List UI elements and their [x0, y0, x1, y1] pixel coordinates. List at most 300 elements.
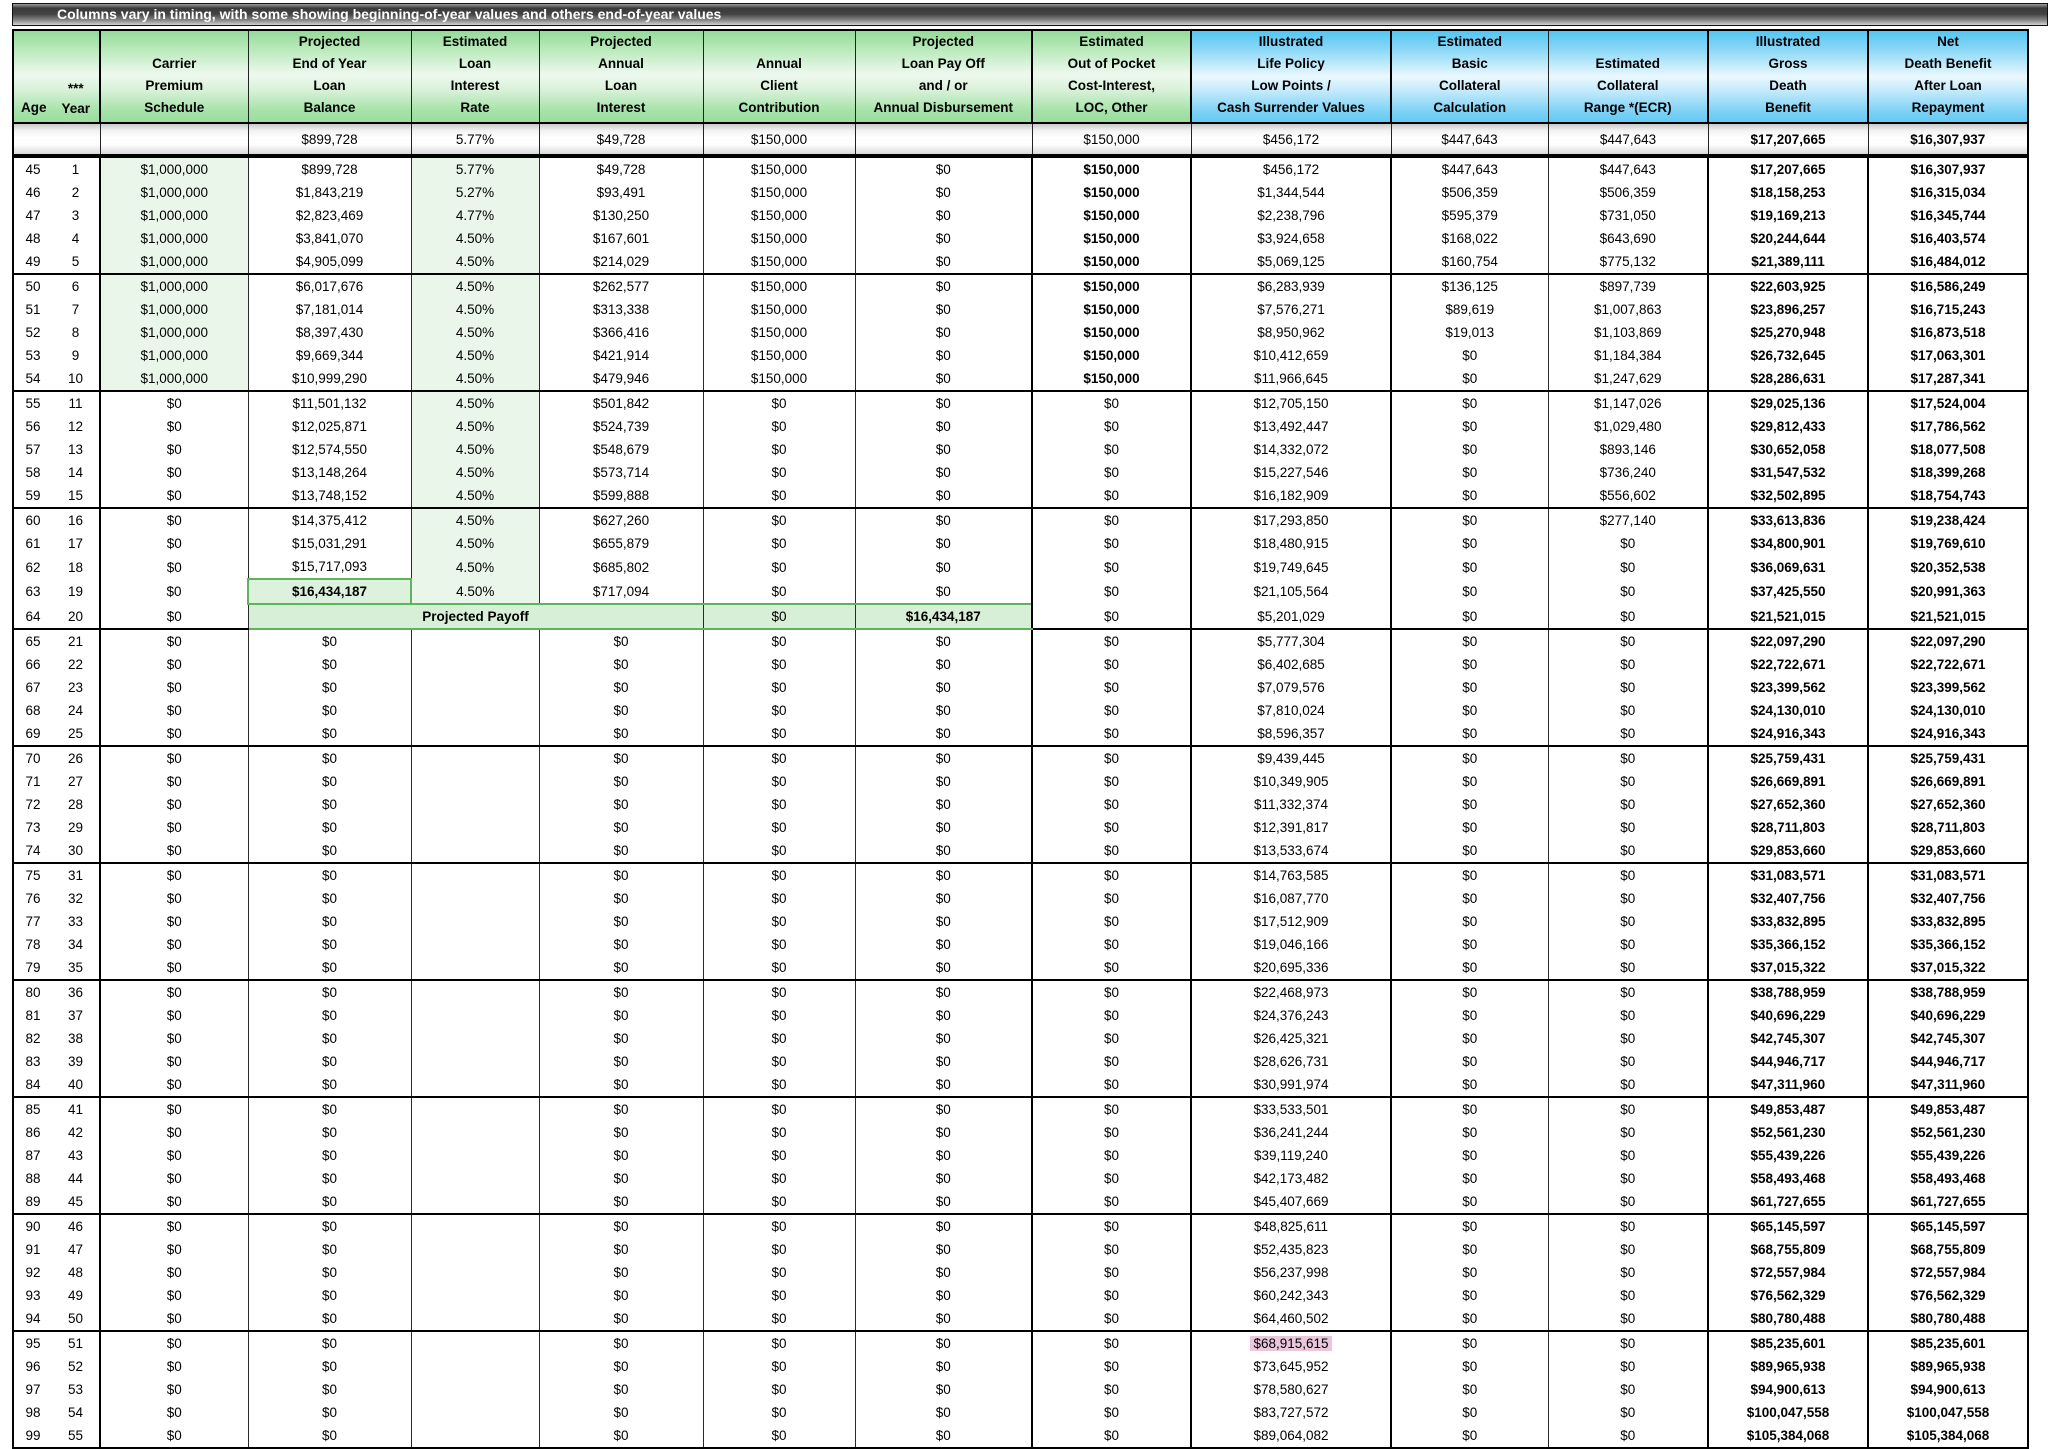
cell-contrib: $150,000 — [703, 157, 855, 181]
cell-prem: $0 — [100, 887, 248, 910]
cell-year: 17 — [67, 536, 84, 551]
table-row — [13, 933, 2028, 956]
cell-range: $0 — [1548, 956, 1708, 980]
cell-contrib: $0 — [703, 1144, 855, 1167]
cell-gross: $17,207,665 — [1708, 123, 1868, 155]
cell-payoff: $0 — [855, 1050, 1032, 1073]
cell-payoff: $0 — [855, 1097, 1032, 1121]
cell-net: $20,352,538 — [1868, 555, 2028, 579]
cell-gross: $35,366,152 — [1708, 933, 1868, 956]
cell-basic: $0 — [1391, 367, 1548, 391]
cell-basic: $0 — [1391, 1424, 1548, 1448]
cell-year: 49 — [67, 1288, 84, 1303]
cell-gross: $47,311,960 — [1708, 1073, 1868, 1097]
cell-bal: $14,375,412 — [248, 508, 411, 532]
cell-payoff: $0 — [855, 1027, 1032, 1050]
cell-gross: $33,613,836 — [1708, 508, 1868, 532]
cell-int: $0 — [539, 722, 703, 746]
cell-payoff: $0 — [855, 933, 1032, 956]
cell-contrib: $0 — [703, 1401, 855, 1424]
cell-prem: $0 — [100, 722, 248, 746]
cell-year: 27 — [67, 774, 84, 789]
cell-net: $94,900,613 — [1868, 1378, 2028, 1401]
cell-age: 94 — [13, 1307, 52, 1331]
cell-contrib: $0 — [703, 1027, 855, 1050]
cell-int: $0 — [539, 1378, 703, 1401]
cell-contrib: $0 — [703, 391, 855, 415]
cell-range: $775,132 — [1548, 250, 1708, 274]
cell-int: $524,739 — [539, 415, 703, 438]
cell-age: 75 — [25, 868, 41, 883]
cell-int: $0 — [539, 746, 703, 770]
cell-prem: $0 — [100, 1355, 248, 1378]
cell-prem: $0 — [100, 1378, 248, 1401]
cell-rate — [411, 770, 539, 793]
cell-basic: $0 — [1391, 1378, 1548, 1401]
cell-int: $0 — [539, 770, 703, 793]
column-header-lifepolicy: Illustrated Life Policy Low Points / Cash Surrender Values — [1191, 30, 1391, 123]
cell-bal: $0 — [248, 629, 411, 653]
cell-bal: $0 — [248, 1097, 411, 1121]
cell-oop: $150,000 — [1032, 123, 1191, 155]
cell-payoff: $0 — [855, 1424, 1032, 1448]
column-header-interest: Projected Annual Loan Interest — [539, 30, 703, 123]
cell-gross: $55,439,226 — [1708, 1144, 1868, 1167]
cell-year: 7 — [71, 302, 80, 317]
cell-bal: $0 — [248, 1401, 411, 1424]
cell-bal: $0 — [248, 722, 411, 746]
cell-lp: $26,425,321 — [1191, 1027, 1391, 1050]
cell-lp: $64,460,502 — [1191, 1307, 1391, 1331]
cell-int: $0 — [539, 933, 703, 956]
cell-year: 1 — [71, 162, 80, 177]
cell-prem: $0 — [100, 555, 248, 579]
cell-year: 4 — [71, 231, 80, 246]
cell-basic: $0 — [1391, 1073, 1548, 1097]
cell-age: 88 — [25, 1171, 41, 1186]
cell-age: 66 — [25, 657, 41, 672]
cell-oop: $0 — [1032, 1121, 1191, 1144]
cell-payoff — [855, 123, 1032, 155]
cell-int: $49,728 — [539, 157, 703, 181]
cell-rate — [411, 1214, 539, 1238]
cell-age: 83 — [25, 1054, 41, 1069]
cell-gross: $28,711,803 — [1708, 816, 1868, 839]
cell-range: $736,240 — [1548, 461, 1708, 484]
cell-oop: $0 — [1032, 484, 1191, 508]
cell-range: $0 — [1548, 1401, 1708, 1424]
cell-payoff: $0 — [855, 1355, 1032, 1378]
cell-gross: $80,780,488 — [1708, 1307, 1868, 1331]
table-row — [13, 1307, 2028, 1331]
cell-rate — [411, 699, 539, 722]
cell-rate — [411, 956, 539, 980]
cell-bal: $899,728 — [248, 123, 411, 155]
table-row — [13, 1073, 2028, 1097]
cell-lp: $6,402,685 — [1191, 653, 1391, 676]
cell-bal: $0 — [248, 793, 411, 816]
cell-payoff: $0 — [855, 653, 1032, 676]
cell-lp: $16,182,909 — [1191, 484, 1391, 508]
cell-basic: $0 — [1391, 1027, 1548, 1050]
cell-gross: $22,722,671 — [1708, 653, 1868, 676]
cell-year: 42 — [67, 1125, 84, 1140]
cell-lp: $28,626,731 — [1191, 1050, 1391, 1073]
cell-basic: $0 — [1391, 1190, 1548, 1214]
cell-age: 48 — [25, 231, 41, 246]
cell-payoff: $0 — [855, 770, 1032, 793]
cell-int: $0 — [539, 676, 703, 699]
cell-net: $35,366,152 — [1868, 933, 2028, 956]
cell-prem: $0 — [100, 746, 248, 770]
cell-rate — [411, 793, 539, 816]
cell-age: 46 — [25, 185, 41, 200]
cell-bal: $0 — [248, 1073, 411, 1097]
cell-int: $0 — [539, 1261, 703, 1284]
cell-net: $27,652,360 — [1868, 793, 2028, 816]
cell-contrib: $0 — [703, 1378, 855, 1401]
cell-rate — [411, 722, 539, 746]
cell-age: 55 — [25, 396, 41, 411]
cell-oop: $0 — [1032, 816, 1191, 839]
cell-net: $24,916,343 — [1868, 722, 2028, 746]
table-row — [13, 887, 2028, 910]
cell-basic: $0 — [1391, 910, 1548, 933]
cell-payoff: $0 — [855, 157, 1032, 181]
cell-lp: $52,435,823 — [1191, 1238, 1391, 1261]
cell-int: $0 — [539, 1097, 703, 1121]
cell-gross: $72,557,984 — [1708, 1261, 1868, 1284]
cell-int: $0 — [539, 1424, 703, 1448]
cell-basic: $0 — [1391, 863, 1548, 887]
cell-lp: $3,924,658 — [1191, 227, 1391, 250]
cell-bal: $0 — [248, 770, 411, 793]
cell-contrib: $0 — [703, 604, 855, 629]
cell-range: $1,007,863 — [1548, 298, 1708, 321]
cell-prem: $1,000,000 — [100, 367, 248, 391]
cell-lp: $60,242,343 — [1191, 1284, 1391, 1307]
cell-prem: $0 — [100, 1424, 248, 1448]
cell-prem: $0 — [100, 1004, 248, 1027]
cell-contrib: $150,000 — [703, 344, 855, 367]
cell-contrib: $0 — [703, 653, 855, 676]
cell-age: 90 — [25, 1219, 41, 1234]
cell-int: $0 — [539, 1355, 703, 1378]
cell-contrib: $0 — [703, 1121, 855, 1144]
cell-contrib: $0 — [703, 1355, 855, 1378]
cell-gross: $29,025,136 — [1708, 391, 1868, 415]
cell-age: 85 — [25, 1102, 41, 1117]
cell-projected-payoff-band: Projected Payoff — [248, 604, 703, 629]
cell-oop: $0 — [1032, 793, 1191, 816]
cell-rate — [411, 629, 539, 653]
cell-year: 11 — [68, 396, 83, 411]
cell-contrib: $0 — [703, 461, 855, 484]
cell-payoff: $0 — [855, 555, 1032, 579]
table-row — [13, 461, 2028, 484]
cell-year: 14 — [67, 465, 84, 480]
cell-payoff: $0 — [855, 839, 1032, 863]
cell-payoff: $0 — [855, 676, 1032, 699]
cell-lp: $5,777,304 — [1191, 629, 1391, 653]
cell-prem: $0 — [100, 484, 248, 508]
cell-oop: $0 — [1032, 1378, 1191, 1401]
cell-oop: $150,000 — [1032, 250, 1191, 274]
cell-payoff: $0 — [855, 910, 1032, 933]
cell-year: 40 — [52, 1073, 100, 1097]
cell-rate — [411, 676, 539, 699]
cell-contrib: $0 — [703, 1097, 855, 1121]
cell-age: 62 — [25, 559, 41, 575]
cell-lp: $7,079,576 — [1191, 676, 1391, 699]
cell-range: $0 — [1548, 1190, 1708, 1214]
cell-net: $105,384,068 — [1868, 1424, 2028, 1448]
cell-prem: $0 — [100, 1097, 248, 1121]
cell-basic: $0 — [1391, 1261, 1548, 1284]
cell-prem: $0 — [100, 1121, 248, 1144]
cell-int: $0 — [539, 793, 703, 816]
cell-net: $72,557,984 — [1868, 1261, 2028, 1284]
cell-year: 8 — [71, 325, 80, 340]
cell-payoff: $0 — [855, 1261, 1032, 1284]
cell-range: $0 — [1548, 1214, 1708, 1238]
cell-gross: $24,130,010 — [1708, 699, 1868, 722]
cell-lp: $16,087,770 — [1191, 887, 1391, 910]
cell-oop: $150,000 — [1032, 181, 1191, 204]
table-row — [13, 298, 2028, 321]
cell-basic: $0 — [1391, 579, 1548, 604]
cell-gross: $23,896,257 — [1708, 298, 1868, 321]
cell-rate — [411, 1050, 539, 1073]
cell-bal: $9,669,344 — [248, 344, 411, 367]
cell-bal: $0 — [248, 1238, 411, 1261]
cell-lp: $15,227,546 — [1191, 461, 1391, 484]
cell-contrib: $0 — [703, 1307, 855, 1331]
cell-lp: $12,391,817 — [1191, 816, 1391, 839]
cell-net: $17,524,004 — [1868, 391, 2028, 415]
cell-oop: $150,000 — [1032, 274, 1191, 298]
cell-basic: $0 — [1391, 933, 1548, 956]
cell-int: $0 — [539, 1167, 703, 1190]
cell-oop: $0 — [1032, 676, 1191, 699]
cell-range: $0 — [1548, 1027, 1708, 1050]
cell-payoff: $16,434,187 — [855, 604, 1032, 629]
cell-age: 59 — [13, 484, 52, 508]
cell-rate — [411, 1167, 539, 1190]
cell-rate — [411, 1284, 539, 1307]
column-header-rate: Estimated Loan Interest Rate — [411, 30, 539, 123]
cell-int: $167,601 — [539, 227, 703, 250]
cell-year: 53 — [67, 1382, 84, 1397]
cell-bal: $0 — [248, 1004, 411, 1027]
table-row — [13, 484, 2028, 508]
cell-prem: $0 — [100, 1144, 248, 1167]
column-header-range: Estimated Collateral Range *(ECR) — [1548, 30, 1708, 123]
cell-range: $0 — [1548, 1073, 1708, 1097]
cell-oop: $0 — [1032, 1214, 1191, 1238]
cell-gross: $20,244,644 — [1708, 227, 1868, 250]
cell-lp: $7,576,271 — [1191, 298, 1391, 321]
cell-bal: $8,397,430 — [248, 321, 411, 344]
cell-basic: $0 — [1391, 887, 1548, 910]
cell-basic: $0 — [1391, 980, 1548, 1004]
cell-contrib: $0 — [703, 699, 855, 722]
cell-oop: $150,000 — [1032, 367, 1191, 391]
cell-rate: 4.50% — [411, 461, 539, 484]
cell-contrib: $0 — [703, 1284, 855, 1307]
cell-basic: $0 — [1391, 415, 1548, 438]
cell-oop: $0 — [1032, 770, 1191, 793]
cell-year: 23 — [67, 680, 84, 695]
cell-age: 73 — [25, 820, 41, 835]
cell-year: 3 — [71, 208, 80, 223]
cell-gross: $21,389,111 — [1708, 250, 1868, 274]
cell-contrib: $150,000 — [703, 227, 855, 250]
cell-range: $0 — [1548, 722, 1708, 746]
cell-basic: $0 — [1391, 1004, 1548, 1027]
cell-range: $1,247,629 — [1548, 367, 1708, 391]
cell-payoff: $0 — [855, 181, 1032, 204]
cell-bal: $0 — [248, 1190, 411, 1214]
cell-contrib: $0 — [703, 1073, 855, 1097]
cell-rate: 4.50% — [411, 250, 539, 274]
cell-gross: $42,745,307 — [1708, 1027, 1868, 1050]
cell-gross: $23,399,562 — [1708, 676, 1868, 699]
cell-payoff: $0 — [855, 1214, 1032, 1238]
cell-int: $0 — [539, 1004, 703, 1027]
cell-net: $68,755,809 — [1868, 1238, 2028, 1261]
cell-lp: $33,533,501 — [1191, 1097, 1391, 1121]
cell-rate: 5.27% — [411, 181, 539, 204]
table-row — [13, 157, 2028, 181]
cell-net: $16,484,012 — [1868, 250, 2028, 274]
cell-lp: $9,439,445 — [1191, 746, 1391, 770]
cell-rate — [411, 816, 539, 839]
table-row — [13, 1144, 2028, 1167]
cell-prem: $1,000,000 — [100, 157, 248, 181]
cell-prem: $1,000,000 — [100, 344, 248, 367]
cell-rate — [411, 746, 539, 770]
cell-int: $599,888 — [539, 484, 703, 508]
cell-basic: $0 — [1391, 839, 1548, 863]
cell-net: $16,315,034 — [1868, 181, 2028, 204]
cell-payoff: $0 — [855, 344, 1032, 367]
cell-bal: $12,025,871 — [248, 415, 411, 438]
cell-oop: $0 — [1032, 933, 1191, 956]
year-asterisks: *** — [67, 81, 84, 96]
cell-rate — [411, 933, 539, 956]
cell-year: 22 — [67, 657, 84, 672]
cell-rate — [411, 980, 539, 1004]
table-row — [13, 839, 2028, 863]
table-row — [13, 604, 2028, 629]
cell-year: 13 — [67, 442, 84, 457]
table-row — [13, 629, 2028, 653]
selected-cell-highlight: $68,915,615 — [1250, 1336, 1331, 1351]
cell-year: 37 — [67, 1008, 84, 1023]
cell-int: $0 — [539, 1121, 703, 1144]
cell-bal: $0 — [248, 746, 411, 770]
cell-rate — [411, 1307, 539, 1331]
cell-bal: $0 — [248, 1284, 411, 1307]
cell-bal: $0 — [248, 1027, 411, 1050]
cell-prem: $0 — [100, 391, 248, 415]
cell-oop: $0 — [1032, 1167, 1191, 1190]
cell-prem: $1,000,000 — [100, 204, 248, 227]
cell-year: 50 — [52, 1307, 100, 1331]
cell-prem: $1,000,000 — [100, 274, 248, 298]
table-row — [13, 367, 2028, 391]
cell-year: 34 — [67, 937, 84, 952]
cell-range: $1,147,026 — [1548, 391, 1708, 415]
cell-contrib: $0 — [703, 980, 855, 1004]
cell-basic: $0 — [1391, 461, 1548, 484]
cell-contrib: $0 — [703, 629, 855, 653]
table-row — [13, 676, 2028, 699]
cell-oop: $0 — [1032, 532, 1191, 555]
cell-basic: $160,754 — [1391, 250, 1548, 274]
cell-year: 47 — [67, 1242, 84, 1257]
cell-age: 58 — [25, 465, 41, 480]
cell-basic: $447,643 — [1391, 157, 1548, 181]
cell-basic: $0 — [1391, 629, 1548, 653]
cell-oop: $0 — [1032, 1073, 1191, 1097]
cell-payoff: $0 — [855, 438, 1032, 461]
cell-rate: 5.77% — [411, 157, 539, 181]
cell-prem: $0 — [100, 1284, 248, 1307]
cell-range: $0 — [1548, 1121, 1708, 1144]
cell-gross: $22,603,925 — [1708, 274, 1868, 298]
cell-rate — [411, 653, 539, 676]
cell-lp: $6,283,939 — [1191, 274, 1391, 298]
cell-oop: $0 — [1032, 1027, 1191, 1050]
cell-lp: $30,991,974 — [1191, 1073, 1391, 1097]
table-row — [13, 863, 2028, 887]
cell-rate — [411, 1424, 539, 1448]
cell-age: 81 — [25, 1008, 41, 1023]
cell-year: 25 — [52, 722, 100, 746]
cell-range: $1,103,869 — [1548, 321, 1708, 344]
cell-payoff: $0 — [855, 1144, 1032, 1167]
cell-lp: $13,492,447 — [1191, 415, 1391, 438]
cell-lp: $10,349,905 — [1191, 770, 1391, 793]
cell-year: 5 — [52, 250, 100, 274]
cell-range: $0 — [1548, 579, 1708, 604]
cell-rate — [411, 839, 539, 863]
cell-int: $0 — [539, 1027, 703, 1050]
cell-age: 84 — [13, 1073, 52, 1097]
table-row — [13, 1355, 2028, 1378]
cell-int: $479,946 — [539, 367, 703, 391]
cell-rate: 4.50% — [411, 391, 539, 415]
cell-age: 89 — [13, 1190, 52, 1214]
cell-oop: $0 — [1032, 980, 1191, 1004]
cell-range: $0 — [1548, 699, 1708, 722]
cell-net: $37,015,322 — [1868, 956, 2028, 980]
cell-lp: $89,064,082 — [1191, 1424, 1391, 1448]
cell-contrib: $0 — [703, 415, 855, 438]
table-row — [13, 980, 2028, 1004]
cell-prem: $0 — [100, 699, 248, 722]
table-row — [13, 344, 2028, 367]
cell-oop: $0 — [1032, 746, 1191, 770]
cell-lp: $17,293,850 — [1191, 508, 1391, 532]
cell-net: $31,083,571 — [1868, 863, 2028, 887]
cell-bal: $0 — [248, 1214, 411, 1238]
table-row — [13, 1027, 2028, 1050]
cell-age: 68 — [25, 703, 41, 718]
cell-prem: $0 — [100, 1238, 248, 1261]
